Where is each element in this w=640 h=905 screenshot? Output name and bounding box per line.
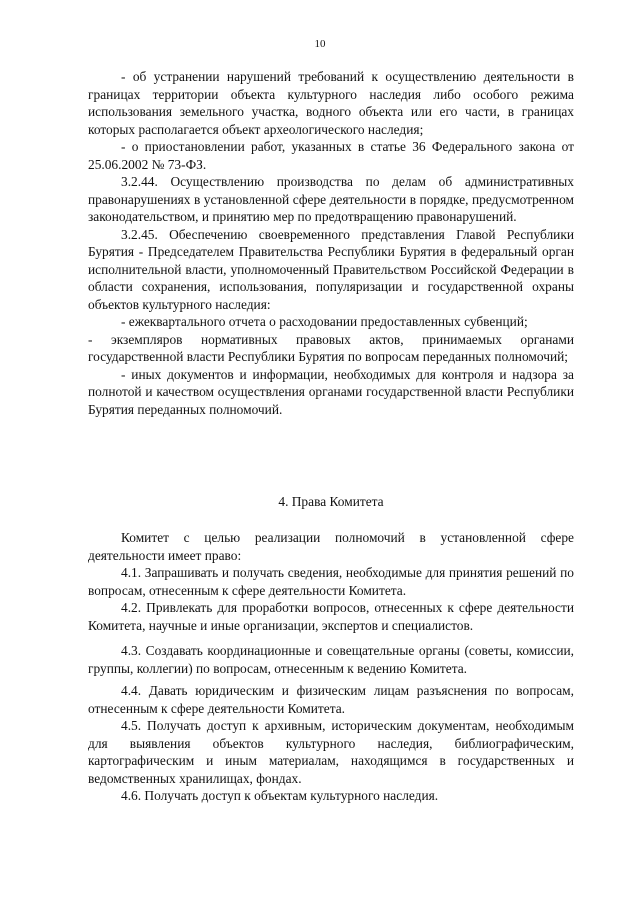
- page-number: 10: [314, 38, 326, 50]
- paragraph: - ежеквартального отчета о расходовании предоставленных субвенций;: [121, 314, 528, 329]
- paragraph: Комитет с целью реализации полномочий в установленной сфере деятельности имеет право:: [88, 530, 574, 563]
- paragraph: 4.4. Давать юридическим и физическим лицам разъяснения по вопросам, отнесенным к сфере деятельности Комитета.: [88, 683, 574, 716]
- paragraph: - о приостановлении работ, указанных в статье 36 Федерального закона от 25.06.2002 № 73-ФЗ.: [88, 139, 574, 172]
- top-text-block: [88, 68, 574, 418]
- paragraph: - об устранении нарушений требований к осуществлению деятельности в границах территории объекта культурного наследия либо особого режима использования земельного участка, водного объекта или его части, в границах которых располагается объект археологического наследия;: [88, 69, 574, 137]
- bottom-text-block: [88, 529, 574, 805]
- paragraph: 4.1. Запрашивать и получать сведения, необходимые для принятия решений по вопросам, отнесенным к сфере деятельности Комитета.: [88, 565, 574, 598]
- paragraph: 3.2.44. Осуществлению производства по делам об административных правонарушениях в установленной сфере деятельности в порядке, предусмотренном законодательством, и принятию мер по предотвращению правонарушений.: [88, 174, 574, 224]
- paragraph: - иных документов и информации, необходимых для контроля и надзора за полнотой и качеством осуществления органами государственной власти Республики Бурятия переданных полномочий.: [88, 366, 574, 417]
- section-heading: 4. Права Комитета: [278, 494, 384, 509]
- paragraph: 4.5. Получать доступ к архивным, историческим документам, необходимым для выявления объектов культурного наследия, библиографическим, картографическим и иным материалам, находящимся в государственных и ведомственных хранилищах, фондах.: [88, 718, 574, 786]
- paragraph: 3.2.45. Обеспечению своевременного представления Главой Республики Бурятия - Председателем Правительства Республики Бурятия в федеральный орган исполнительной власти, уполномоченный Правительством Российской Федерации в области сохранения, использования, популяризации и государственной охраны объектов культурного наследия:: [88, 226, 574, 312]
- paragraph: 4.2. Привлекать для проработки вопросов, отнесенных к сфере деятельности Комитета, научные и иные организации, экспертов и специалистов.: [88, 600, 574, 633]
- paragraph: 4.3. Создавать координационные и совещательные органы (советы, комиссии, группы, коллегии) по вопросам, отнесенным к ведению Комитета.: [88, 643, 574, 676]
- paragraph: 4.6. Получать доступ к объектам культурного наследия.: [121, 788, 439, 803]
- paragraph: - экземпляров нормативных правовых актов, принимаемых органами государственной власти Республики Бурятия по вопросам переданных полномочий;: [88, 331, 574, 364]
